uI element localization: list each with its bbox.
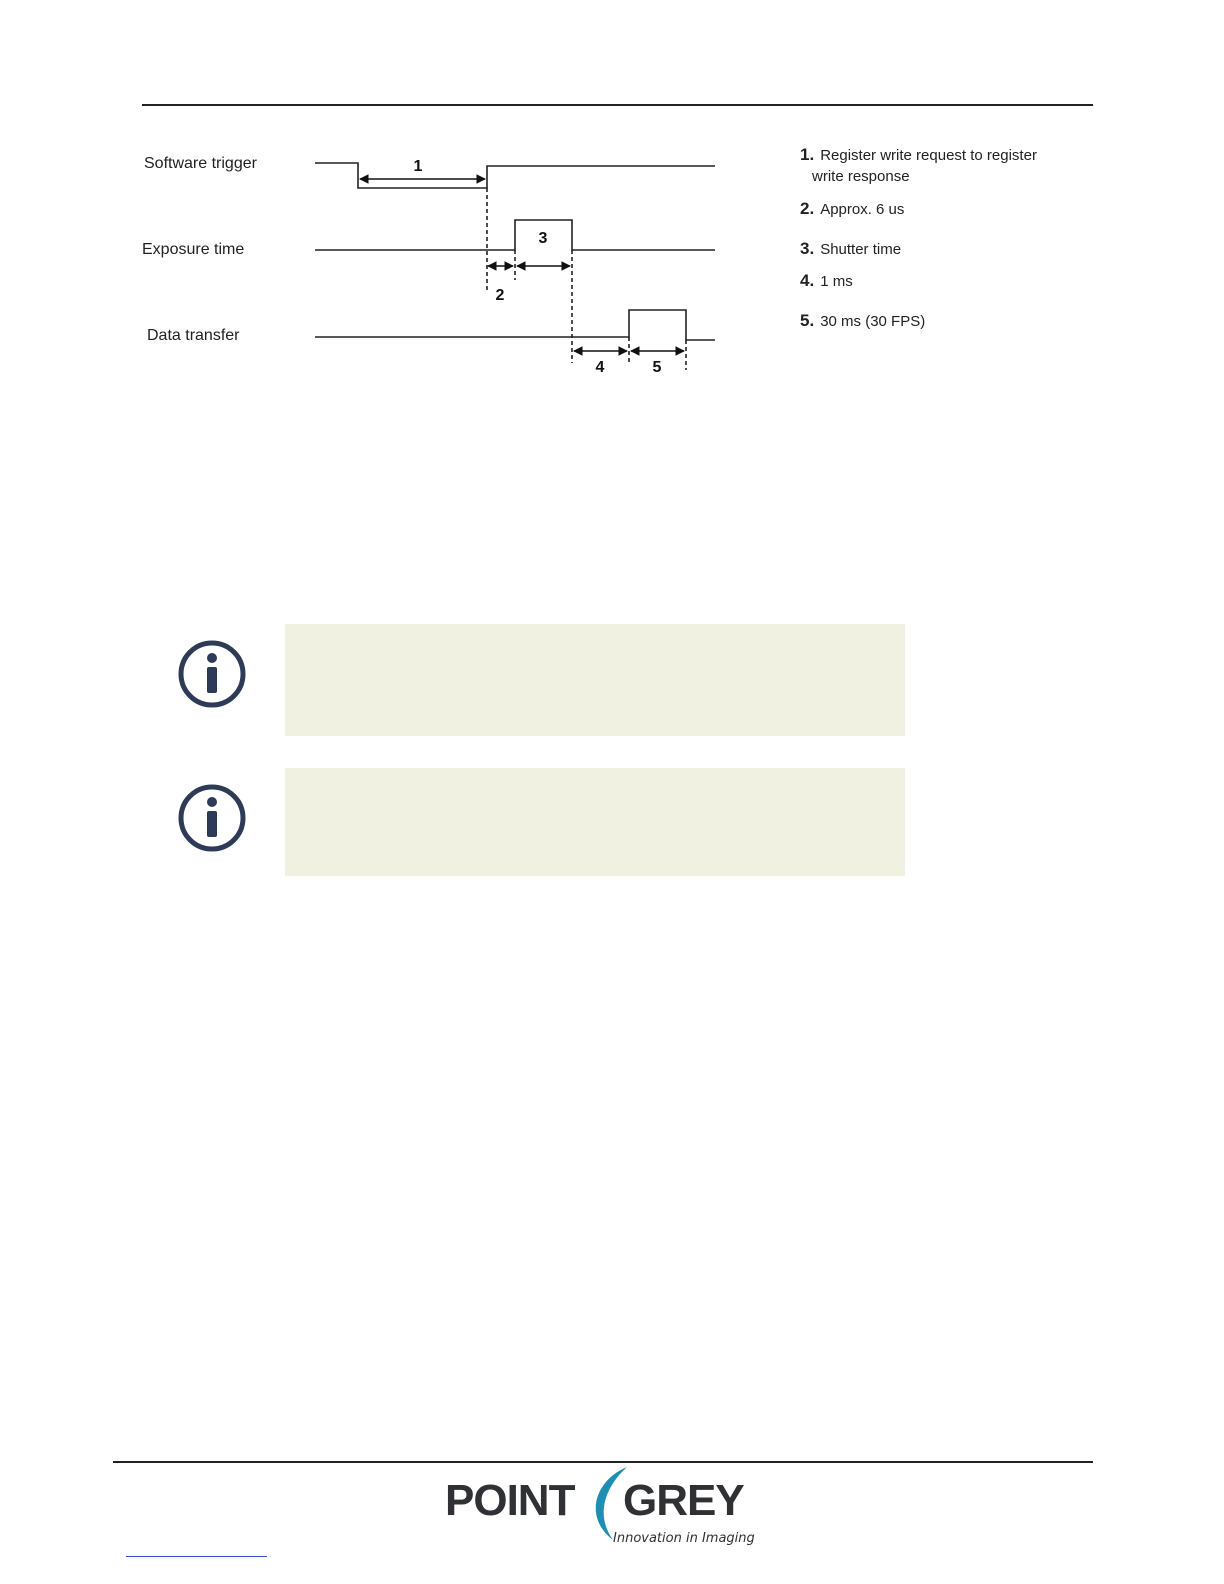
waveform-exposure-time — [315, 220, 715, 250]
logo-word-left: POINT — [445, 1476, 575, 1525]
legend-item — [800, 145, 1037, 185]
legend-text: Register write request to register — [820, 147, 1037, 164]
legend-number: 4. — [800, 271, 815, 290]
info-icon — [176, 638, 248, 710]
logo-word-right: GREY — [623, 1476, 744, 1525]
marker-1: 1 — [413, 158, 423, 175]
waveform-software-trigger — [315, 163, 715, 188]
company-logo — [445, 1465, 765, 1550]
legend-item — [800, 239, 901, 259]
legend-item — [800, 311, 925, 331]
note-callout — [170, 768, 910, 876]
marker-4: 4 — [595, 359, 605, 376]
waveform-data-transfer — [315, 310, 715, 340]
footer-rule — [113, 1461, 1093, 1463]
marker-3: 3 — [538, 230, 548, 247]
timing-diagram — [130, 135, 750, 395]
marker-2: 2 — [495, 287, 505, 304]
diagram-legend — [800, 145, 1100, 345]
legend-number: 3. — [800, 239, 815, 258]
header-rule — [142, 104, 1093, 106]
note-box — [285, 768, 905, 876]
timing-waveforms — [130, 135, 750, 395]
note-box — [285, 624, 905, 736]
logo-tagline: Innovation in Imaging — [613, 1531, 755, 1546]
signal-label-data-transfer: Data transfer — [147, 327, 240, 344]
legend-text-continued: write response — [812, 168, 910, 185]
marker-5: 5 — [652, 359, 662, 376]
legend-item — [800, 199, 904, 219]
footer-link-underline[interactable] — [126, 1556, 267, 1557]
legend-number: 2. — [800, 199, 815, 218]
legend-item — [800, 271, 853, 291]
note-callout — [170, 624, 910, 736]
legend-number: 5. — [800, 311, 815, 330]
signal-label-software-trigger: Software trigger — [144, 155, 257, 172]
legend-text: Shutter time — [820, 241, 902, 258]
signal-label-exposure-time: Exposure time — [142, 241, 245, 258]
info-icon — [176, 782, 248, 854]
legend-text: Approx. 6 us — [820, 201, 905, 218]
legend-number: 1. — [800, 145, 815, 164]
legend-text: 1 ms — [820, 273, 853, 290]
legend-text: 30 ms (30 FPS) — [820, 313, 926, 330]
